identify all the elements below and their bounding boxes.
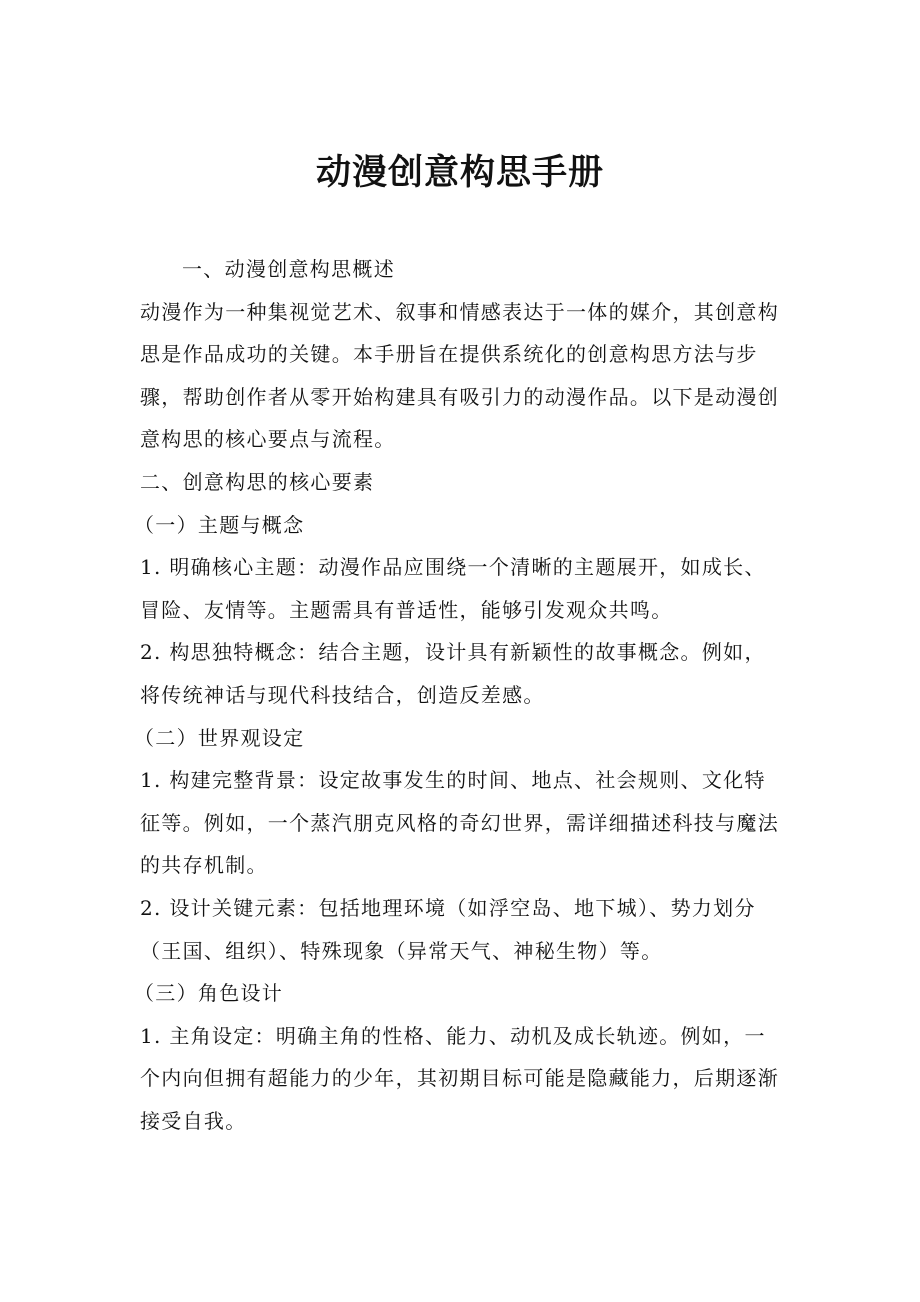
list-item: 1. 构建完整背景：设定故事发生的时间、地点、社会规则、文化特征等。例如，一个蒸汽朋克风格的奇幻世界，需详细描述科技与魔法的共存机制。 [140,768,779,878]
subsection-heading: （一）主题与概念 [134,512,305,537]
document-title: 动漫创意构思手册 [315,153,604,193]
paragraph: 动漫作为一种集视觉艺术、叙事和情感表达于一体的媒介，其创意构思是作品成功的关键。本手册旨在提供系统化的创意构思方法与步骤，帮助创作者从零开始构建具有吸引力的动漫作品。以下是动漫创意构思的核心要点与流程。 [140,299,779,452]
section-heading: 一、动漫创意构思概述 [182,257,395,281]
section-heading: 二、创意构思的核心要素 [140,469,375,494]
document-body [134,248,780,1142]
list-item: 1. 明确核心主题：动漫作品应围绕一个清晰的主题展开，如成长、冒险、友情等。主题需具有普适性，能够引发观众共鸣。 [140,555,766,622]
subsection-heading: （三）角色设计 [134,981,284,1006]
list-item: 2. 设计关键元素：包括地理环境（如浮空岛、地下城）、势力划分（王国、组织）、特殊现象（异常天气、神秘生物）等。 [140,895,756,963]
subsection-heading: （二）世界观设定 [134,725,305,750]
list-item: 1. 主角设定：明确主角的性格、能力、动机及成长轨迹。例如，一个内向但拥有超能力的少年，其初期目标可能是隐藏能力，后期逐渐接受自我。 [140,1023,779,1133]
list-item: 2. 构思独特概念：结合主题，设计具有新颖性的故事概念。例如，将传统神话与现代科技结合，创造反差感。 [140,640,766,707]
